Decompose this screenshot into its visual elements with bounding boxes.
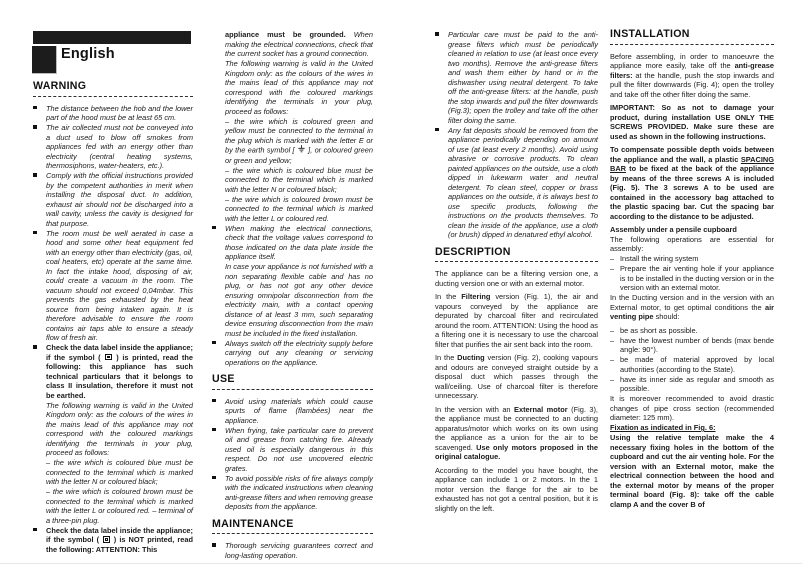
column-3-flow <box>435 30 598 513</box>
text-run: appliance must be grounded. <box>225 30 354 39</box>
continuation-paragraph <box>225 195 373 224</box>
continuation-paragraph <box>225 30 373 59</box>
bullet-item <box>212 339 373 368</box>
bullet-item <box>33 171 193 228</box>
square-bullet-icon <box>212 224 225 262</box>
text-run: Any fat deposits should be removed from the appliance periodically depending on amount of use (at least every 2 months). Avoid using abrasive or corrosive products. To clean painted appliances on the outside, use a cloth dipped in lukewarm water and neutral detergent. To clean steel, copper or brass appliances on the outside, it is always best to use specific products, following the instructions on the products themselves. To clean the inside of the appliance, use a cloth (or brush) dipped in denatured ethyl alcohol. <box>448 125 598 239</box>
text-run: Always switch off the electricity supply before carrying out any cleaning or servicing operations on the appliance. <box>225 338 373 367</box>
dash-item <box>610 254 774 264</box>
square-bullet-icon <box>435 30 448 125</box>
text-run: to be fixed at the back of the appliance by means of the three screws A is included (Fig. 5). The 3 screws A to be used are contained in the accessory bag attached to the plastic spacing bar. Cut the spacing bar according to the distance to be adjusted. <box>610 164 774 221</box>
bullet-text <box>46 123 193 171</box>
section-header <box>435 245 598 263</box>
text-run: In case your appliance is not furnished with a non separating flexible cable and has no plug, or has not got any other device ensuring omnipolar disconnection from the electricity main, with a contact opening distance of at least 3 mm, such separating device ensuring disconnection from the main must be included in the fixed installation. <box>225 262 373 338</box>
square-bullet-icon <box>33 104 46 123</box>
text-run: Ducting <box>457 353 485 362</box>
bullet-glyph <box>212 341 216 345</box>
dash-text <box>620 254 774 264</box>
continuation-paragraph <box>46 458 193 487</box>
square-bullet-icon <box>435 126 448 240</box>
bullet-glyph <box>212 399 216 403</box>
square-bullet-icon <box>33 123 46 171</box>
column-3 <box>435 30 598 517</box>
continuation-paragraph <box>225 59 373 116</box>
paragraph <box>435 292 598 349</box>
dash-text <box>620 326 774 336</box>
text-run: version (Fig. 2), cooking vapours and odours are conveyed straight outside by a disposal duct which passes through the wall/ceiling. Use of charcoal filter is therefore unnecessary. <box>435 353 599 400</box>
dash-text <box>620 375 774 394</box>
dash-marker: – <box>610 355 615 364</box>
section-header <box>610 30 774 45</box>
text-run: anti-grease filters: <box>610 61 774 80</box>
bullet-item <box>33 123 193 171</box>
text-run: To avoid possible risks of fire always comply with the indicated instructions when cleaning anti-grease filters and when removing grease deposits from the appliance. <box>225 473 373 511</box>
bullet-item <box>33 229 193 343</box>
square-bullet-icon <box>212 397 225 426</box>
section-dashed-rule <box>435 261 598 262</box>
paragraph <box>435 405 598 462</box>
dash-marker: – <box>610 325 615 335</box>
dash-item <box>610 355 774 374</box>
text-run: The following warning is valid in the United Kingdom only: as the colours of the wires in the mains lead of this appliance may not correspond with the coloured markings identifying the terminals in your plug, proceed as follows: <box>46 400 193 457</box>
earth-ground-symbol-icon <box>298 145 305 156</box>
section-dashed-rule <box>33 96 193 97</box>
section-header <box>212 375 373 390</box>
text-run: According to the model you have bought, the appliance can include 1 or 2 motors. In the 1 motor version the flange for the air to be exhausted has not got a central position, but it is slightly on the left. <box>435 465 598 513</box>
text-run: SPACING BAR <box>610 154 774 173</box>
square-bullet-icon <box>212 339 225 368</box>
dash-item <box>610 264 774 293</box>
bullet-item <box>435 126 598 240</box>
page-bottom-edge <box>0 563 802 564</box>
text-run: Fixation as indicated in Fig. 6: <box>610 423 716 432</box>
text-run: In the <box>435 292 462 301</box>
text-run: air venting pipe <box>610 302 774 321</box>
continuation-paragraph <box>46 487 193 525</box>
text-run: The room must be well aerated in case a hood and some other heat equipment fed with an energy other than electricity (gas, oil, coal heaters, etc) operate at the same time. In fact the intake hood, disposing of air, could create a vacuum in the room. The vacuum should not exceed 0,04mbar. This prevents the gas exhausted by the heat source from being intaken again. It is therefore advisable to ensure the room contains air taps able to ensure a steady flow of fresh air. <box>46 228 193 342</box>
section-header <box>33 82 193 97</box>
column-2 <box>212 30 373 561</box>
paragraph <box>610 433 774 509</box>
language-square <box>32 46 57 74</box>
bullet-text <box>46 229 193 343</box>
paragraph <box>610 103 774 141</box>
text-run: Check the data label inside the appliance; if the symbol ( <box>46 343 193 362</box>
square-bullet-icon <box>212 426 225 474</box>
square-bullet-icon <box>33 229 46 343</box>
bullet-item <box>212 474 373 512</box>
bullet-glyph <box>212 543 216 547</box>
bullet-glyph <box>33 231 37 235</box>
bullet-item <box>212 426 373 474</box>
dash-marker: – <box>610 264 615 273</box>
text-run: ], or coloured green or green and yellow; <box>225 145 373 165</box>
text-run: Prepare the air venting hole if your appliance is to be installed in the ducting version or in the version with an external motor. <box>620 264 774 292</box>
class2-insulation-symbol-icon <box>103 536 110 543</box>
section-dashed-rule <box>610 44 774 45</box>
text-run: Check the data label inside the appliance; if the symbol ( <box>46 525 193 544</box>
section-dashed-rule <box>212 533 373 534</box>
bullet-item <box>33 526 193 555</box>
text-run: Using the relative template make the 4 necessary fixing holes in the bottom of the cupboard and cut the air venting hole. For the version with an External motor, make the electrical connection between the hood and the external motor by means of the proper terminal board (Fig. 8): take off the cable clamp A and the cover B of <box>610 433 774 509</box>
bullet-text <box>225 224 373 262</box>
section-dashed-rule <box>212 389 373 390</box>
text-run: Comply with the official instructions provided by the competent authorities in merit when installing the disposal duct. In addition, exhaust air should not be discharged into a wall cavity, unless the cavity is designed for that purpose. <box>46 171 193 228</box>
text-run: The appliance can be a filtering version one, a ducting version one or with an external motor. <box>435 269 598 288</box>
text-run: IMPORTANT: So as not to damage your product, during installation USE ONLY THE SCREWS PROVIDED. Make sure these are used as shown in the following instructions. <box>610 103 774 141</box>
section-heading: WARNING <box>33 80 87 92</box>
bullet-text <box>225 426 373 474</box>
text-run: It is moreover recommended to avoid drastic changes of pipe cross section (recommended diameter: 125 mm). <box>610 394 774 422</box>
paragraph <box>435 466 598 514</box>
bullet-item <box>212 397 373 426</box>
text-run: – the wire which is coloured blue must be connected to the terminal which is marked with the letter N or coloured black; <box>225 165 373 194</box>
text-run: Filtering <box>461 292 491 301</box>
bullet-text <box>46 171 193 228</box>
column-1-flow <box>33 82 193 554</box>
dash-item <box>610 375 774 394</box>
paragraph <box>610 52 774 100</box>
header-bar <box>33 31 191 44</box>
text-run: The following operations are essential for assembly: <box>610 234 774 253</box>
bullet-glyph <box>435 32 439 36</box>
bullet-glyph <box>212 476 216 480</box>
text-run: – the wire which is coloured brown must be connected to the terminal which is marked with the letter L or coloured red. <box>225 194 373 223</box>
bullet-glyph <box>33 345 37 349</box>
section-header <box>212 517 373 535</box>
bullet-text <box>225 397 373 426</box>
text-run: In the Ducting version and in the version with an External motor, to get optimal conditions the <box>610 293 774 312</box>
text-run: – the wire which is coloured green and yellow must be connected to the terminal in the plug which is marked with the letter E or by the earth symbol [ <box>225 116 373 155</box>
column-4 <box>610 30 774 513</box>
paragraph <box>610 235 774 254</box>
text-run: Avoid using materials which could cause spurts of flame (flambées) near the appliance. <box>225 396 373 425</box>
square-bullet-icon <box>212 541 225 560</box>
continuation-paragraph <box>46 401 193 458</box>
text-run: ) is printed, read the following: this appliance has such technical particulars that it belongs to class II insulation, therefore it must not be earthed. <box>46 352 194 400</box>
dash-text <box>620 336 774 355</box>
text-run: Before assembling, in order to manoeuvre the appliance more easily, take off the <box>610 51 774 70</box>
bullet-glyph <box>33 528 37 532</box>
bullet-glyph <box>33 173 37 177</box>
text-run: Particular care must be paid to the anti-grease filters which must be periodically cleaned in relation to use (at least once every two months). Remove the anti-grease filters and wash them either by hand or in the dishwasher using neutral detergent. To take off the anti-grease filters: at the handle, push the stop inwards and pull the filter downwards (Fig.3); open the trolley and take off the other filter doing the same. <box>448 30 598 125</box>
text-run: at the handle, push the stop inwards and pull the filter downwards (Fig. 4); open the trolley and take off the other filter doing the same. <box>610 70 774 99</box>
bullet-item <box>212 541 373 560</box>
class2-insulation-symbol-icon <box>105 354 112 361</box>
bullet-text <box>225 541 373 560</box>
dash-text <box>620 264 774 293</box>
column-4-flow <box>610 30 774 509</box>
text-run: be made of material approved by local authorities (according to the State). <box>620 355 774 374</box>
bullet-item <box>33 104 193 123</box>
column-2-flow <box>212 30 373 560</box>
section-heading: DESCRIPTION <box>435 245 511 258</box>
class2-inner-square <box>107 356 109 358</box>
square-bullet-icon <box>33 343 46 400</box>
text-run: When making the electrical connections, check that the voltage values correspond to those indicated on the data plate inside the appliance itself. <box>225 223 373 261</box>
text-run: should: <box>653 312 680 321</box>
bullet-item <box>33 343 193 400</box>
text-run: In the version with an <box>435 404 515 414</box>
text-run: The distance between the hob and the lower part of the hood must be at least 65 cm. <box>46 103 193 122</box>
bullet-glyph <box>33 106 37 110</box>
text-run: When frying, take particular care to prevent oil and grease from catching fire. Already used oil is especially dangerous in this respect. Do not use uncovered electric grates. <box>225 425 373 473</box>
continuation-paragraph <box>225 262 373 338</box>
bullet-glyph <box>33 125 37 129</box>
section-heading: USE <box>212 373 235 385</box>
text-run: When making the electrical connections, check that the current socket has a ground connection. <box>225 30 373 58</box>
text-run: have its inner side as regular and smooth as possible. <box>620 374 774 393</box>
text-run: Thorough servicing guarantees correct and long-lasting operation. <box>225 541 373 560</box>
text-run: (Fig. 3), the appliance must be connected to an ducting apparatus/motor which works on its own using the appliance as a union for the air to be scavenged. <box>435 404 598 452</box>
continuation-paragraph <box>225 166 373 195</box>
language-label: English <box>61 46 115 62</box>
bullet-text <box>225 474 373 512</box>
text-run: Use only motors proposed in the original catalogue. <box>435 442 599 461</box>
continuation-paragraph <box>225 117 373 166</box>
section-heading: INSTALLATION <box>610 28 690 40</box>
bullet-text <box>448 30 598 125</box>
text-run: – the wire which is coloured blue must be connected to the terminal which is marked with the letter N or coloured black; <box>46 458 193 486</box>
dash-marker: – <box>610 374 615 384</box>
text-run: External motor <box>514 404 568 414</box>
bullet-glyph <box>212 428 216 432</box>
text-run: To compensate possible depth voids between the appliance and the wall, a plastic <box>610 145 774 164</box>
dash-marker: – <box>610 335 615 345</box>
text-run: The following warning is valid in the United Kingdom only: as the colours of the wires in the mains lead of this appliance may not correspond with the coloured markings identifying the terminals in your plug, proceed as follows: <box>225 59 373 116</box>
paragraph <box>435 269 598 288</box>
paragraph <box>610 145 774 221</box>
dash-marker: – <box>610 254 615 263</box>
section-heading: MAINTENANCE <box>212 517 294 530</box>
bullet-glyph <box>435 128 439 132</box>
bullet-text <box>225 339 373 368</box>
square-bullet-icon <box>212 474 225 512</box>
column-1 <box>33 82 193 555</box>
paragraph <box>610 394 774 423</box>
bullet-text <box>46 526 193 555</box>
bullet-text <box>46 343 193 400</box>
paragraph <box>610 293 774 322</box>
dash-text <box>620 355 774 374</box>
sub-heading: Assembly under a pensile cupboard <box>610 225 737 234</box>
text-run: ) is NOT printed, read the following: ATTENTION: This <box>46 535 193 554</box>
bullet-text <box>448 126 598 240</box>
class2-inner-square <box>105 538 107 540</box>
text-run: have the lowest number of bends (max bende angle: 90°). <box>620 335 774 354</box>
text-run: – the wire which is coloured brown must be connected to the terminal which is marked with the letter L or coloured red. – terminal of a three-pin plug. <box>46 487 193 525</box>
text-run: In the <box>435 353 458 362</box>
text-run: version (Fig. 1), the air and vapours conveyed by the appliance are depurated by charcoal filter and recirculated around the room. ATTENTION: Using the hood as a filtering one it is necessary to use the charcoal filter that purifies the air sent back into the room. <box>435 292 598 349</box>
bullet-item <box>212 224 373 262</box>
paragraph <box>435 353 598 401</box>
bullet-item <box>435 30 598 125</box>
bullet-text <box>46 104 193 123</box>
bullet-glyph <box>212 226 216 230</box>
dash-item <box>610 326 774 336</box>
text-run: be as short as possible. <box>620 325 698 335</box>
paragraph <box>610 423 774 433</box>
text-run: Install the wiring system <box>620 254 699 263</box>
square-bullet-icon <box>33 171 46 228</box>
text-run: The air collected must not be conveyed into a duct used to blow off smokes from appliances fed with an energy other than electricity (central heating systems, thermosiphons, water-heaters, etc.). <box>46 123 193 170</box>
dash-item <box>610 336 774 355</box>
square-bullet-icon <box>33 526 46 555</box>
